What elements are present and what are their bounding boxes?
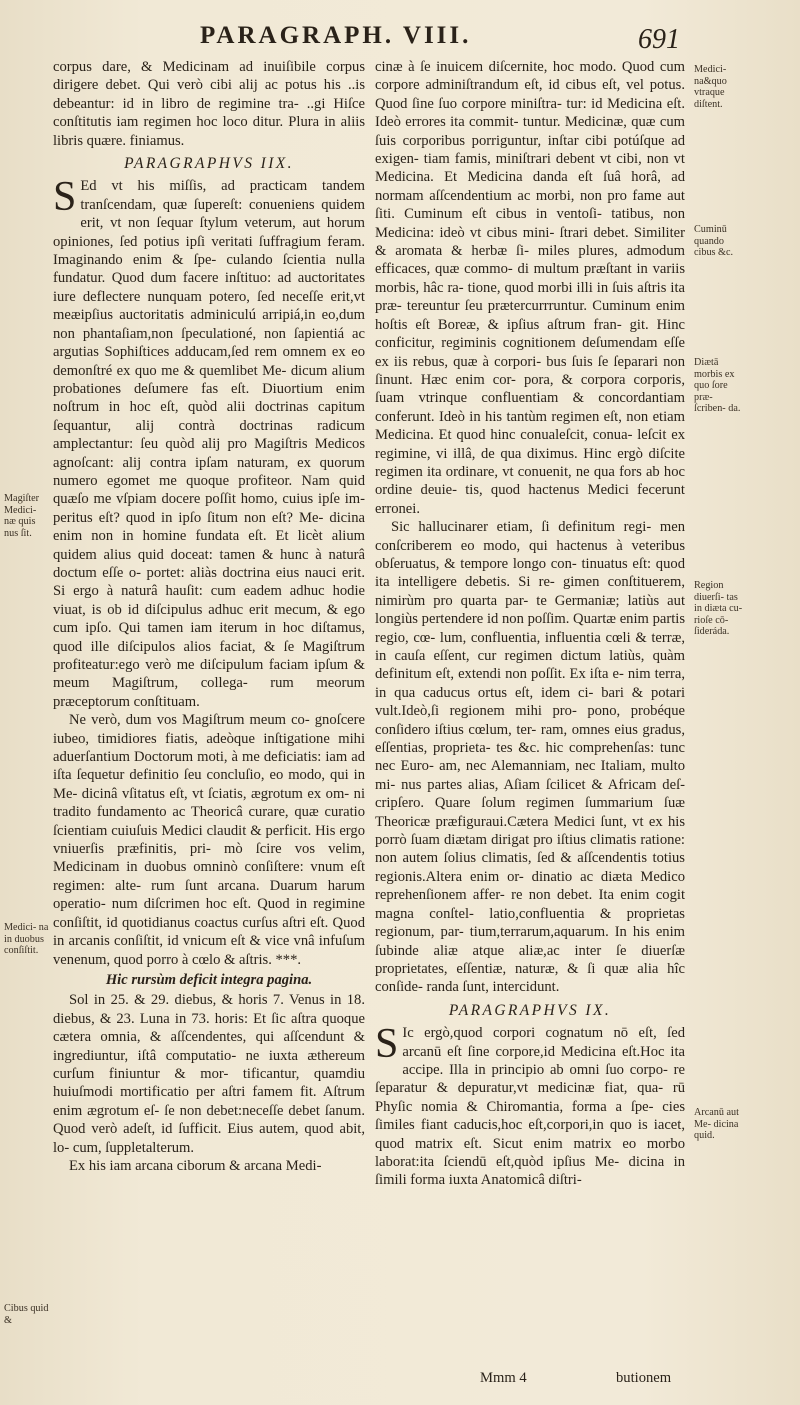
section-title-ix: PARAGRAPHVS IX. [448,1001,612,1019]
margin-note-left-3: Cibus quid & [4,1303,49,1326]
right-paragraph-3-text: Ic ergò,quod corpori cognatum nō eſt, ſed arcanū eſt ſine corpore,id Medicina eſt.Hoc ita accipe. Illa in principio ab omni ſuo corpo- re ſeparatur & depuratur,vt medicinæ fiat, qua- rū Phyſic nomia & Chiromantia, forma a ſpe- cies ſimiles fiant caducis,hoc eſt,corpori,in quo is iacet, quod matrix eſt. Sicut enim matrix eo morbo laborat:ita ſciendū eſt,quòd ipſius Me- dicina in ſimili forma iuxta Anatomicâ diſtri- [375,1025,685,1189]
lacuna-note: Hic rursùm deficit integra pagina. [105,971,313,988]
left-paragraph-1-text: Ed vt his miſſis, ad practicam tandem tranſcendam, quæ ſupereſt: conueniens quidem erit, vt non ſequar ſtylum veterum, aut horum opiniones, ſed potius ipſi veritati ſuffragium feram. Imaginando enim & ſpe- culando ſcientia nulla fundatur. Quod dum facere inſtituo: ad auctoritates iure deflectere nunquam potero, ſed neceſſe erit,vt meæipſius auctoritatis adminiculú arripiá,in eo,dum non phantaſiam,non ſpeculationé, non ſapientiá ac argutias Sophiſtices adducam,ſed rem omnem ex eo demonſtré ex quo me & quemlibet Me- dicum alium probationes deſumere fas eſt. Diuortium enim noſtrum in hoc eſt, quòd alii doctrinas capitum ſequantur, alij contrà doctrinas radicum amplectantur: ſeu quòd alij pro Magiſtris Medicos agnoſcant: alij contra ipſam naturam, ex quorum numero egomet me quoque profiteor. Nam quid quæſo me vſpiam docere poſſit homo, cuius ipſe im- peritus eſt? quod in ipſo ſitum non eſt? Me- dicina enim non in homine fundata eſt. Et licèt alium quidem alius quid doceat: tamen & hunc à naturâ doctum eſſe o- portet: aliàs doctrina eius nauci erit. Si ergo à naturâ hauſit: cum eadem adhuc hodie viuat, is ob id diſcipulus adhuc erit mecum, & ego cum ipſo. Qui tamen iam iterum in hoc diſtamus, quod ille diſcipulos alios faciat, & ſe Magiſtrum profiteatur:ego verò me diſcipulum faciam ipſum & meum Magiſtrum, collega- rum meorum præceptorum conſtituam. [53,178,365,710]
catchword: butionem [616,1370,672,1386]
left-paragraph-1 [53,174,365,711]
dropcap-s-2: S [375,1021,399,1068]
margin-note-right-1: Medici- na&quo vtraque diſtent. [694,64,727,110]
margin-note-right-4: Region diuerſi- tas in diæta cu- rioſe cō- ſideráda. [694,580,743,637]
left-intro-paragraph: corpus dare, & Medicinam ad inuiſibile corpus dirigere debet. Qui verò cibi alij ac potus his ..is debeantur: id in libro de regimine tra- ..gi Hiſce conſtitutis iam regimen hoc loco ditur. Plura in aliis libris quære. finiamus. [53,59,365,149]
left-paragraph-4: Ex his iam arcana ciborum & arcana Medi- [69,1157,322,1174]
margin-note-right-5: Arcanū aut Me- dicina quid. [694,1107,739,1141]
margin-note-right-2: Cuminū quando cibus &c. [694,224,734,258]
margin-note-left-1: Magiſter Medici- næ quis nus ſit. [4,493,40,539]
right-column [375,58,685,1190]
dropcap-s: S [53,174,77,221]
left-column [53,58,365,1175]
right-paragraph-1: cinæ à ſe inuicem diſcernite, hoc modo. Quod cum corpore adminiſtrandum eſt, id cibus eſt, vel potus. Quod ſine ſuo corpore miniſtra- tur: id Medicina eſt. Ideò errores ita commit- tuntur. Medicinæ, quæ cum ſuis corporibus porriguntur, inſtar cibi potúſque ad exigen- tiam famis, miniſtrari debent vt cibi, non vt Medicina. Et Medicina danda eſt ſuâ horâ, ad normam aſſcendentium ac morbi, non pro fame aut ſiti. Cuminum eſt cibus in ventoſi- tatibus, non Medicina: ideò vt cibus mini- ſtrari debet. Similiter & aromata & herbæ ſi- miles plures, admodum efficaces, quæ commo- di multum præſtant in variis morbis, hâc ra- tione, quod morbi illi in ſuis aſtris ita præ- tereuntur ſeu prætercurrruntur. Cuminum enim hoſtis eſt Boreæ, & ipſius aſtrum fran- git. Hinc conficitur, regiminis cognitionem deſumendam eſſe ex iis rebus, quæ à corpori- bus ſuis ſe ſeparari non ſinunt. Hæc enim cor- pora, & corpora corporis, ſuam vtrinque confluentiam & concordantiam conferunt. Ideò in his tantùm regimen eſt, non etiam Medicina. Et quod hinc conualeſcit, conua- leſcit ex regimine, vi illâ, de qua diximus. Hinc ergò diſcite regimen ita ordinare, vt conuenit, ne qua fors ab hoc ordine deuie- tis, quod hactenus Medici fecerunt erronei. [375,59,685,517]
right-paragraph-2: Sic hallucinarer etiam, ſi definitum regi- men conſcriberem eo modo, qui hactenus à veteribus obſeruatus, & tempore longo con- tinuatus eſt: quod ita intelligere debetis. Si re- gimen conſtituerem, nimirùm pro quarta par- te Germaniæ; latiùs aut longiùs pertendere id non poſſim. Quartæ enim partis regio, cœ- lum, confluentia, influentia cœli & terræ, in cauſa eſſent, cur regimen dictum latiùs, quàm definitum eſt, extendi non poſſit. Ex iſta e- nim terra, in qua caducus ortus eſt, idem ci- bari & potari vult.Ideò,ſi regionem mihi pro- pono, probéque conſidero iſtius cœlum, ter- ram, omnes eius gradus, eſſentias, proprieta- tes &c. hic comprehenſas: tunc nec Euro- am, nec Alemanniam, nec Italiam, multo mi- nus partes alias, Aſiam ſcilicet & Africam deſ- cripſero. Quare ſolum regimen ſummarium ſuæ Theoricæ præfiguraui.Cætera Medici ſunt, vt ex his porrò ſuam diætam dirigat pro iſtius climatis ratione: non autem ſolius climatis, ſed & aſſcendentis totius regionis.Altera enim or- dinatio ac diæta Medico reprehenſionem affer- re non debet. Ita enim cogit magna conſtel- latio,confluentia & proprietas regionum, par- tium,terrarum,aquarum. In his enim ſubinde aliæ atque aliæ,ac inter ſe diuerſæ proprietates, eſſentiæ, naturæ, & ſi quæ alia hîc conſide- randa ſunt, intercidunt. [375,519,685,996]
margin-note-left-2: Medici- na in duobus conſiſtit. [4,922,49,956]
left-paragraph-3: Sol in 25. & 29. diebus, & horis 7. Venus in 18. diebus, & 23. Luna in 73. horis: Et ſic aſtra quoque cætera omnia, & aſſcendentes, qui aſſcendunt & ingrediuntur, iſtâ computatio- ne iuxta æthereum curſum finiuntur & mor- tificantur, quamdiu huiuſmodi mortificatio per aſtri famem fit. Aſtrum enim ægrotum eſ- ſe non debet:neceſſe debet ſanum. Quod verò adeſt, id ſufficit. Eius autem, quod abit, lo- cum, ſuppletalterum. [53,992,365,1156]
page-header [0,18,800,58]
signature-mark: Mmm 4 [480,1370,527,1386]
section-title-iix: PARAGRAPHVS IIX. [124,155,294,173]
running-head: PARAGRAPH. VIII. [200,22,472,49]
left-paragraph-2: Ne verò, dum vos Magiſtrum meum co- gnoſcere iubeo, timidiores fiatis, adeòque inſtigatione mihi aduerſantium Doctorum moti, à me deficiatis: iam ad iſta ſequetur definitio ſeu concluſio, eo modo, qui in Me- dicinâ vſitatus eſt, vt ſciatis, ægrotum ex om- ni tradito fundamento ac Theoricâ curare, quæ curatio ſcientiam cuiuſuis Medici claudit & perficit. His ergo vniuerſis præfinitis, pri- mò ſcire vos velim, Medicinam in duobus omninò conſiſtere: vnum eſt regimen: alte- rum ſunt arcana. Duarum harum operatio- num diſcrimen hoc eſt. Quod in regimine conſiſtit, id quotidianus coactus curſus aſtri eſt. Quod in arcanis conſiſtit, id vnicum eſt & vice vnâ infuſum venenum, quod porro à cœlo & aſtris. ***. [53,712,365,968]
right-paragraph-3 [375,1021,685,1190]
page-number: 691 [638,24,680,55]
margin-note-right-3: Diætā morbis ex quo ſore præ- ſcriben- da. [694,357,741,414]
